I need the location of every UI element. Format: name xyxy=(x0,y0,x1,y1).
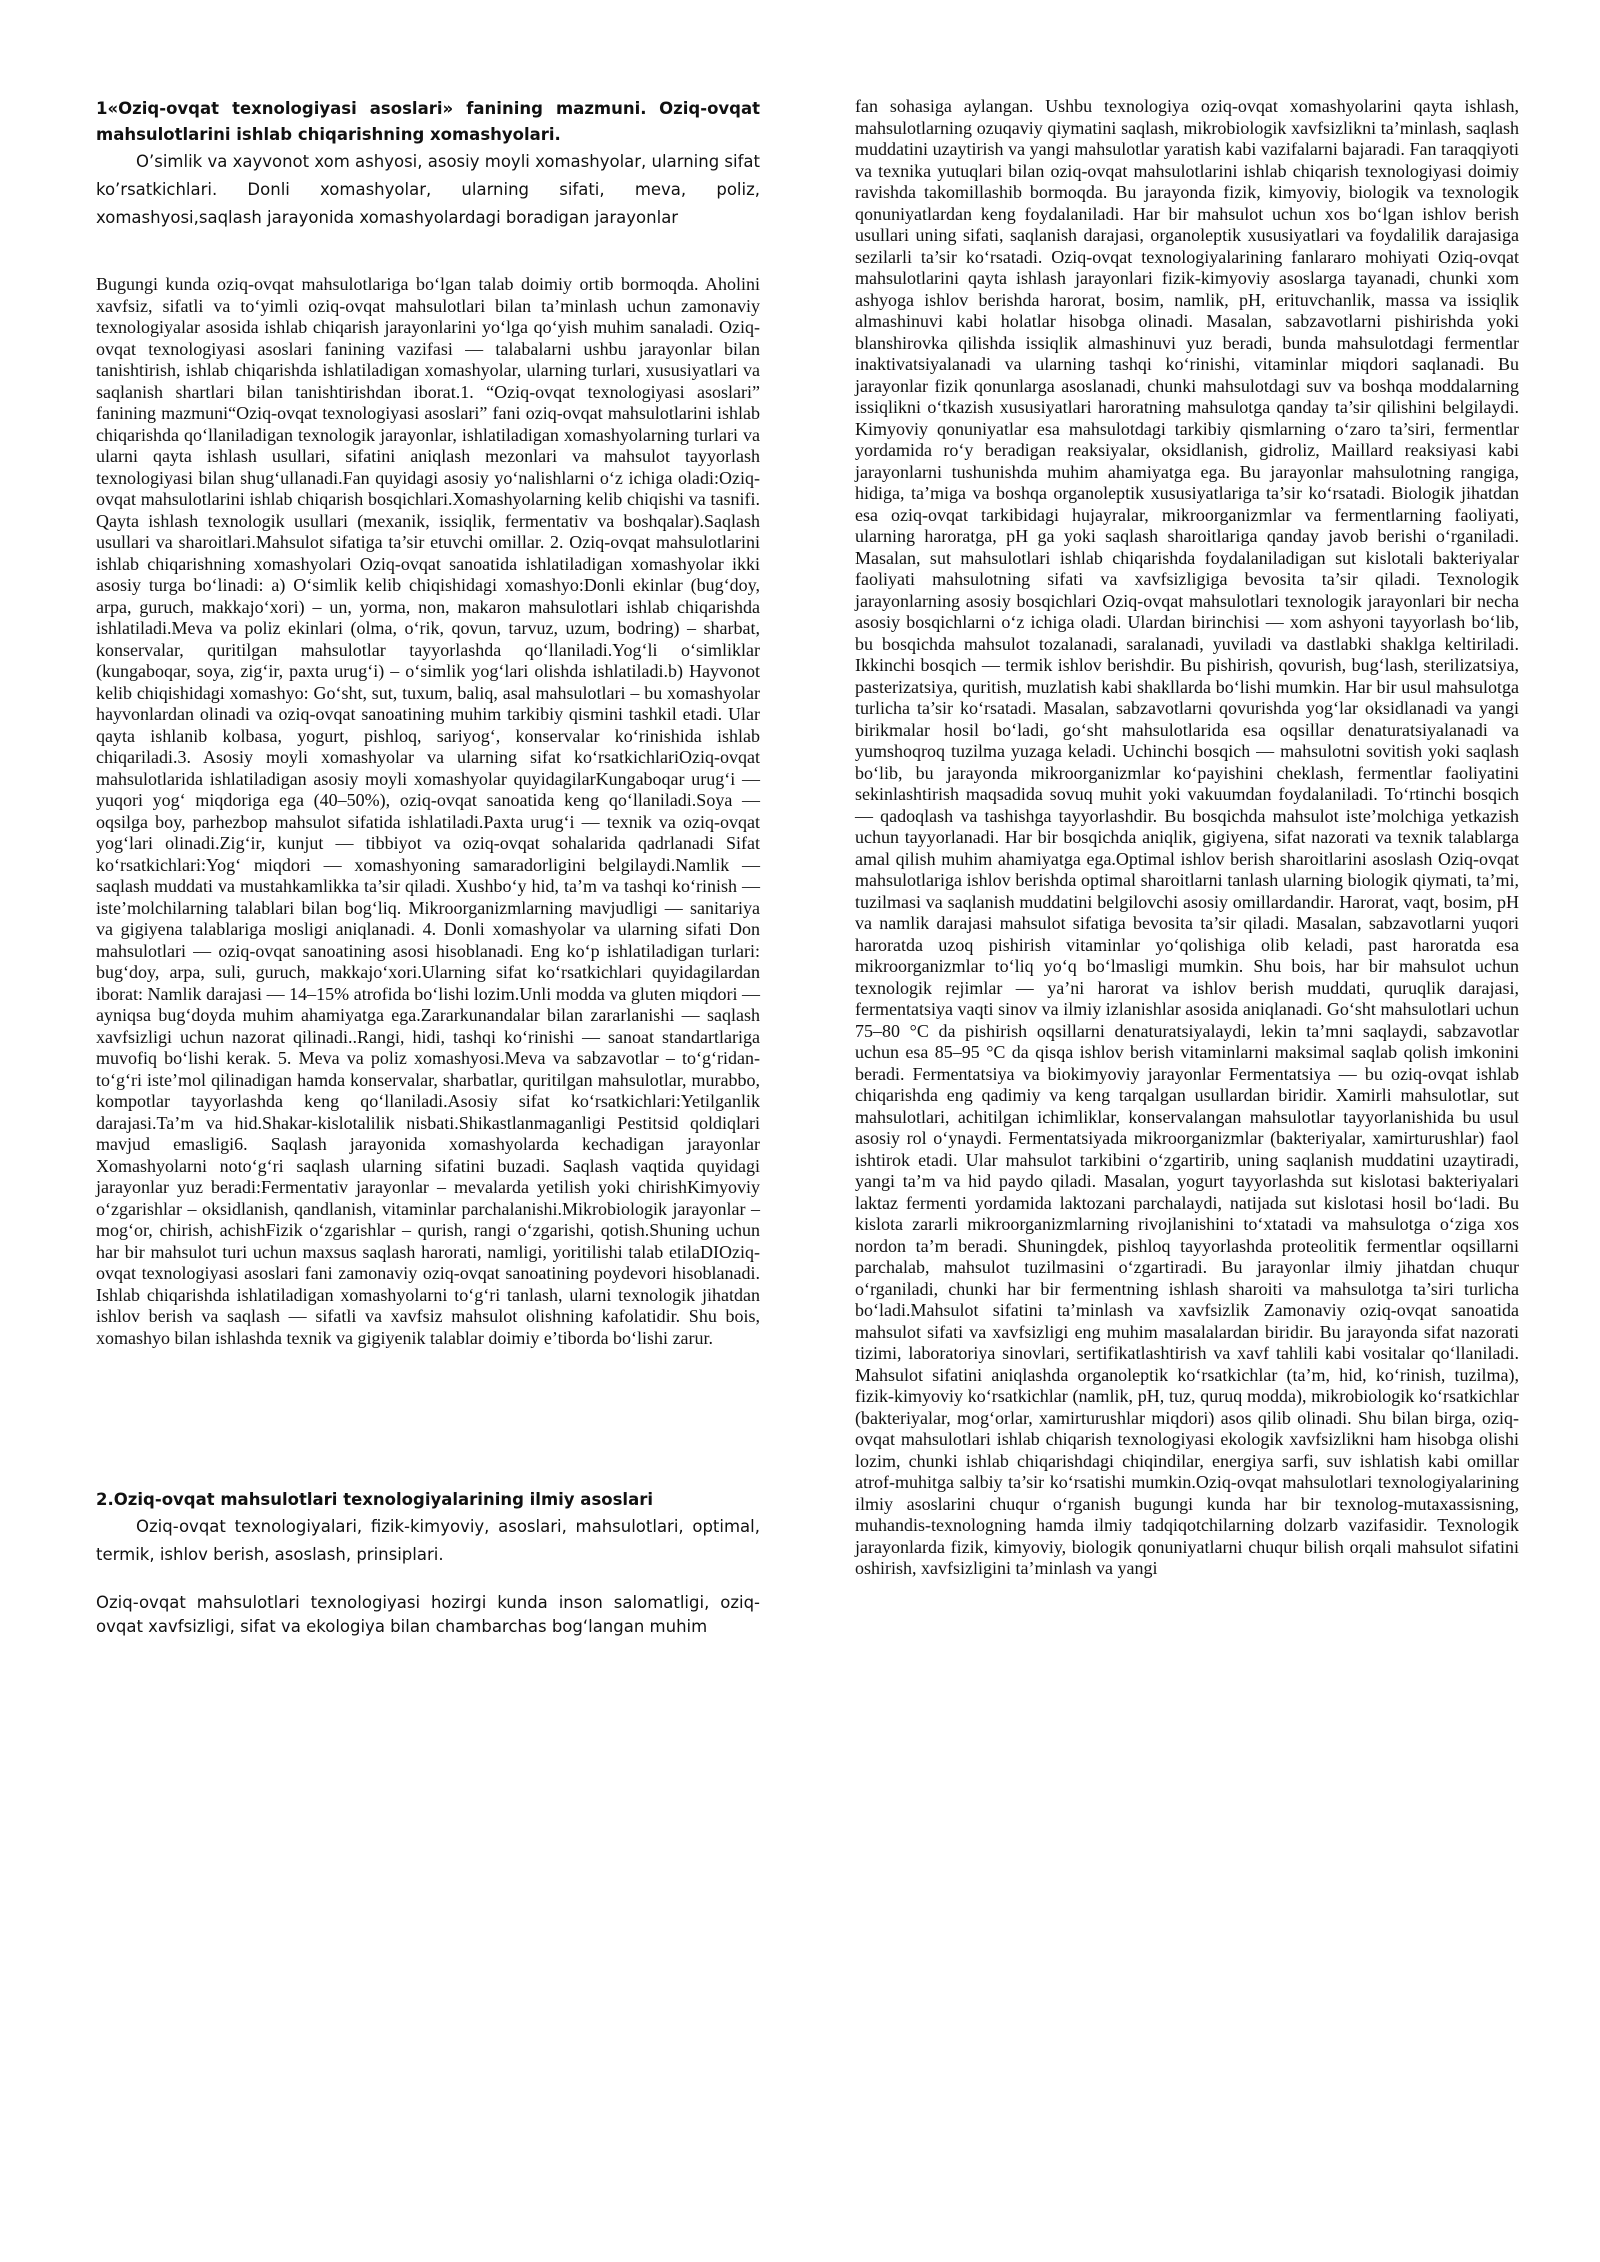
right-column xyxy=(855,96,1519,1580)
section1-title xyxy=(96,96,760,148)
left-column xyxy=(96,96,760,1639)
section1-keywords: O’simlik va xayvonot xom ashyosi, asosiy moyli xomashyolar, ularning sifat ko’rsatkichlari. Donli xomashyolar, ularning sifati, meva, poliz, xomashyosi,saqlash jarayonida xomashyolardagi boradigan jarayonlar xyxy=(96,152,760,227)
section1-body: Bugungi kunda oziq-ovqat mahsulotlariga bo‘lgan talab doimiy ortib bormoqda. Aholini xavfsiz, sifatli va to‘yimli oziq-ovqat mahsulotlari bilan ta’minlash uchun zamonaviy texnologiyalar asosida ishlab chiqarish jarayonlarini yo‘lga qo‘yish muhim sanaladi. Oziq-ovqat texnologiyasi asoslari fanining vazifasi — talabalarni ushbu jarayonlar bilan tanishtirish, ishlab chiqarishda ishlatiladigan xomashyolar, ularning turlari, xususiyatlari va saqlanish shartlari bilan tanishtirishdan iborat.1. “Oziq-ovqat texnologiyasi asoslari” fanining mazmuni“Oziq-ovqat texnologiyasi asoslari” fani oziq-ovqat mahsulotlarini ishlab chiqarishda qo‘llaniladigan texnologik jarayonlar, ishlatiladigan xomashyolarning turlari va ularni qayta ishlash usullari, sifatini aniqlash mezonlari va mahsulot tayyorlash texnologiyasi bilan shug‘ullanadi.Fan quyidagi asosiy yo‘nalishlarni o‘z ichiga oladi:Oziq-ovqat mahsulotlarini ishlab chiqarish bosqichlari.Xomashyolarning kelib chiqishi va tasnifi. Qayta ishlash texnologik usullari (mexanik, issiqlik, fermentativ va boshqalar).Saqlash usullari va sharoitlari.Mahsulot sifatiga ta’sir etuvchi omillar. 2. Oziq-ovqat mahsulotlarini ishlab chiqarishning xomashyolari Oziq-ovqat sanoatida ishlatiladigan xomashyolar ikki asosiy turga bo‘linadi: a) O‘simlik kelib chiqishidagi xomashyo:Donli ekinlar (bug‘doy, arpa, guruch, makkajo‘xori) – un, yorma, non, makaron mahsulotlari ishlab chiqarishda ishlatiladi.Meva va poliz ekinlari (olma, o‘rik, qovun, tarvuz, uzum, bodring) – sharbat, konservalar, quritilgan mahsulotlar tayyorlashda qo‘llaniladi.Yog‘li o‘simliklar (kungaboqar, soya, zig‘ir, paxta urug‘i) – o‘simlik yog‘lari olishda ishlatiladi.b) Hayvonot kelib chiqishidagi xomashyo: Go‘sht, sut, tuxum, baliq, asal mahsulotlari – bu xomashyolar hayvonlardan olinadi va oziq-ovqat sanoatining muhim tarkibiy qismini tashkil etadi. Ular qayta ishlanib kolbasa, yogurt, pishloq, sariyog‘, konservalar ko‘rinishida ishlab chiqariladi.3. Asosiy moyli xomashyolar va ularning sifat ko‘rsatkichlariOziq-ovqat mahsulotlarida ishlatiladigan asosiy moyli xomashyolar quyidagilarKungaboqar urug‘i — yuqori yog‘ miqdoriga ega (40–50%), oziq-ovqat sanoatida keng qo‘llaniladi.Soya — oqsilga boy, parhezbop mahsulot sifatida ishlatiladi.Paxta urug‘i — texnik va oziq-ovqat yog‘lari olinadi.Zig‘ir, kunjut — tibbiyot va oziq-ovqat sohalarida qadrlanadi Sifat ko‘rsatkichlari:Yog‘ miqdori — xomashyoning samaradorligini belgilaydi.Namlik — saqlash muddati va mustahkamlikka ta’sir qiladi. Xushbo‘y hid, ta’m va tashqi ko‘rinish — iste’molchilarning talablari bilan bog‘liq. Mikroorganizmlarning mavjudligi — sanitariya va gigiyena talablariga mosligi aniqlanadi. 4. Donli xomashyolar va ularning sifati Don mahsulotlari — oziq-ovqat sanoatining asosi hisoblanadi. Eng ko‘p ishlatiladigan turlari: bug‘doy, arpa, suli, guruch, makkajo‘xori.Ularning sifat ko‘rsatkichlari quyidagilardan iborat: Namlik darajasi — 14–15% atrofida bo‘lishi lozim.Unli modda va gluten miqdori — ayniqsa bug‘doyda muhim ahamiyatga ega.Zararkunandalar bilan zararlanishi — saqlash xavfsizligi uchun nazorat qilinadi..Rangi, hidi, tashqi ko‘rinishi — sanoat standartlariga muvofiq bo‘lishi kerak. 5. Meva va poliz xomashyosi.Meva va sabzavotlar – to‘g‘ridan-to‘g‘ri iste’mol qilinadigan hamda konservalar, sharbatlar, quritilgan mahsulotlar, murabbo, kompotlar tayyorlashda keng qo‘llaniladi.Asosiy sifat ko‘rsatkichlari:Yetilganlik darajasi.Ta’m va hid.Shakar-kislotalilik nisbati.Shikastlanmaganligi Pestitsid qoldiqlari mavjud emasligi6. Saqlash jarayonida xomashyolarda kechadigan jarayonlar Xomashyolarni noto‘g‘ri saqlash ularning sifatini buzadi. Saqlash vaqtida quyidagi jarayonlar yuz beradi:Fermentativ jarayonlar – mevalarda yetilish yoki chirishKimyoviy o‘zgarishlar – oksidlanish, qandlanish, vitaminlar parchalanishi.Mikrobiologik jarayonlar – mog‘or, chirish, achishFizik o‘zgarishlar – qurish, rangi o‘zgarishi, qotish.Shuning uchun har bir mahsulot turi uchun maxsus saqlash harorati, namligi, yoritilishi talab etilaDIOziq-ovqat texnologiyasi asoslari fani zamonaviy oziq-ovqat sanoatining poydevori hisoblanadi. Ishlab chiqarishda ishlatiladigan xomashyolarni to‘g‘ri tanlash, ularni texnologik jihatdan ishlov berish va saqlash — sifatli va xavfsiz mahsulot olishning kafolatidir. Shu bois, xomashyo bilan ishlashda texnik va gigiyenik talablar doimiy e’tiborda bo‘lishi zarur. xyxy=(96,274,760,1348)
section1-title-part2: Oziq-ovqat mahsulotlarini ishlab chiqarishning xomashyolari. xyxy=(96,99,761,144)
section2-intro: Oziq-ovqat mahsulotlari texnologiyasi hozirgi kunda inson salomatligi, oziq-ovqat xavfsizligi, sifat va ekologiya bilan chambarchas bog‘langan muhim xyxy=(96,1593,760,1636)
section1-title-part1: 1«Oziq-ovqat texnologiyasi asoslari» fanining mazmuni. xyxy=(96,99,647,118)
section2-continuation: fan sohasiga aylangan. Ushbu texnologiya oziq-ovqat xomashyolarini qayta ishlash, mahsulotlarning ozuqaviy qiymatini saqlash, mikrobiologik xavfsizlikni ta’minlash, saqlash muddatini uzaytirish va yangi mahsulotlar yaratish kabi vazifalarni bajaradi. Fan taraqqiyoti va texnika yutuqlari bilan oziq-ovqat mahsulotlarini ishlab chiqarish texnologiyasi doimiy ravishda takomillashib bormoqda. Bu jarayonda fizik, kimyoviy, biologik va texnologik qonuniyatlardan keng foydalaniladi. Har bir mahsulot uchun xos bo‘lgan ishlov berish usullari uning sifati, saqlanish darajasi, organoleptik xususiyatlari va foydalilik darajasiga sezilarli ta’sir ko‘rsatadi. Oziq-ovqat texnologiyalarining fanlararo mohiyati Oziq-ovqat mahsulotlarini qayta ishlash jarayonlari fizik-kimyoviy asoslarga tayanadi, chunki xom ashyoga ishlov berishda harorat, bosim, namlik, pH, erituvchanlik, massa va issiqlik almashinuvi kabi holatlar hisobga olinadi. Masalan, sabzavotlarni pishirishda yoki blanshirovka qilishda issiqlik almashinuvi yuz beradi, bunda mahsulotdagi fermentlar inaktivatsiyalanadi va ularning tashqi ko‘rinishi, vitaminlar miqdori saqlanadi. Bu jarayonlar fizik qonunlarga asoslanadi, chunki mahsulotdagi suv va boshqa moddalarning issiqlikni o‘tkazish xususiyatlari haroratning mahsulotga qanday ta’sir qilishini belgilaydi. Kimyoviy qonuniyatlar esa mahsulotdagi tarkibiy qismlarning o‘zaro ta’siri, fermentlar yordamida ro‘y beradigan reaksiyalar, oksidlanish, gidroliz, Maillard reaksiyasi kabi jarayonlarni tushunishda muhim ahamiyatga ega. Bu jarayonlar mahsulotning rangiga, hidiga, ta’miga va boshqa organoleptik xususiyatlariga ta’sir ko‘rsatadi. Biologik jihatdan esa oziq-ovqat tarkibidagi hujayralar, mikroorganizmlar va fermentlarning faoliyati, ularning haroratga, pH ga yoki saqlash sharoitlariga qanday javob berishi o‘rganiladi. Masalan, sut mahsulotlari ishlab chiqarishda foydalaniladigan sut kislotali bakteriyalar faoliyati mahsulotning sifati va xavfsizligiga bevosita ta’sir qiladi. Texnologik jarayonlarning asosiy bosqichlari Oziq-ovqat mahsulotlari texnologik jarayonlari bir necha asosiy bosqichlarni o‘z ichiga oladi. Ulardan birinchisi — xom ashyoni tayyorlash bo‘lib, bu bosqichda mahsulot tozalanadi, saralanadi, yuviladi va dastlabki shaklga keltiriladi. Ikkinchi bosqich — termik ishlov berishdir. Bu pishirish, qovurish, bug‘lash, sterilizatsiya, pasterizatsiya, quritish, muzlatish kabi shakllarda bo‘lishi mumkin. Har bir usul mahsulotga turlicha ta’sir ko‘rsatadi. Masalan, sabzavotlarni qovurishda yog‘lar oksidlanadi va yangi birikmalar hosil bo‘ladi, go‘sht mahsulotlarida esa oqsillar denaturatsiyalanadi va yumshoqroq tuzilma yuzaga keladi. Uchinchi bosqich — mahsulotni sovitish yoki saqlash bo‘lib, bu jarayonda mikroorganizmlar ko‘payishini cheklash, fermentlar faoliyatini sekinlashtirish maqsadida sovuq muhit yoki vakuumdan foydalaniladi. To‘rtinchi bosqich — qadoqlash va tashishga tayyorlashdir. Bu bosqichda mahsulot iste’molchiga yetkazish uchun tayyorlanadi. Har bir bosqichda aniqlik, gigiyena, sifat nazorati va texnik talablarga amal qilish muhim ahamiyatga ega.Optimal ishlov berish sharoitlarini asoslash Oziq-ovqat mahsulotlariga ishlov berishda optimal sharoitlarni tanlash ularning biologik qiymati, ta’mi, tuzilmasi va saqlanish muddatini belgilovchi asosiy omillardandir. Harorat, vaqt, bosim, pH va namlik darajasi mahsulot sifatiga bevosita ta’sir qiladi. Masalan, sabzavotlarni yuqori haroratda uzoq pishirish vitaminlar yo‘qolishiga olib keladi, past haroratda esa mikroorganizmlar to‘liq yo‘q bo‘lmasligi mumkin. Shu bois, har bir mahsulot uchun texnologik rejimlar — ya’ni harorat va ishlov berish muddati, quruqlik darajasi, fermentatsiya vaqti sinov va ilmiy izlanishlar asosida aniqlanadi. Go‘sht mahsulotlari uchun 75–80 °C da pishirish oqsillarni denaturatsiyalaydi, lekin ta’mni saqlaydi, sabzavotlar uchun esa 85–95 °C da qisqa ishlov berish vitaminlarni maksimal saqlab qolish imkonini beradi. Fermentatsiya va biokimyoviy jarayonlar Fermentatsiya — bu oziq-ovqat ishlab chiqarishda eng qadimiy va keng tarqalgan usullardan biridir. Xamirli mahsulotlar, sut mahsulotlari, achitilgan ichimliklar, konservalangan mahsulotlar tayyorlanishida bu usul asosiy rol o‘ynaydi. Fermentatsiyada mikroorganizmlar (bakteriyalar, xamirturushlar) faol ishtirok etadi. Ular mahsulot tarkibini o‘zgartirib, uning saqlanish muddatini uzaytiradi, yangi ta’m va hid paydo qiladi. Masalan, yogurt tayyorlashda sut kislotasi bakteriyalari laktaz fermenti yordamida laktozani parchalaydi, natijada sut kislotasi hosil bo‘ladi. Bu kislota zararli mikroorganizmlarning rivojlanishini to‘xtatadi va mahsulotga o‘ziga xos nordon ta’m beradi. Shuningdek, pishloq tayyorlashda proteolitik fermentlar oqsillarni parchalab, mahsulot tuzilmasini o‘zgartiradi. Bu jarayonlar ilmiy jihatdan chuqur o‘rganiladi, chunki har bir fermentning ishlash sharoiti va mahsulotga ta’siri turlicha bo‘ladi.Mahsulot sifatini ta’minlash va xavfsizlik Zamonaviy oziq-ovqat sanoatida mahsulot sifati va xavfsizligi eng muhim masalalardan biridir. Bu jarayonda sifat nazorati tizimi, laboratoriya sinovlari, sertifikatlashtirish va xavf tahlili kabi vositalar qo‘llaniladi. Mahsulot sifatini aniqlashda organoleptik ko‘rsatkichlar (ta’m, hid, ko‘rinish, tuzilma), fizik-kimyoviy ko‘rsatkichlar (namlik, pH, tuz, quruq modda), mikrobiologik ko‘rsatkichlar (bakteriyalar, mog‘orlar, xamirturushlar miqdori) asos qilib olinadi. Shu bilan birga, oziq-ovqat mahsulotlari ishlab chiqarish texnologiyasi ekologik xavfsizlikni ham hisobga olishi lozim, chunki ishlab chiqarishdagi chiqindilar, energiya sarfi, suv ishlatish kabi omillar atrof-muhitga salbiy ta’sir ko‘rsatishi mumkin.Oziq-ovqat mahsulotlari texnologiyalarining ilmiy asoslarini chuqur o‘rganish bugungi kunda har bir texnolog-mutaxassisning, muhandis-texnologning hamda ilmiy tadqiqotchilarning dolzarb vazifasidir. Texnologik jarayonlarda fizik, kimyoviy, biologik qonuniyatlarni chuqur bilish orqali mahsulot sifatini oshirish, xavfsizligini ta’minlash va yangi xyxy=(855,96,1519,1578)
section2-keywords: Oziq-ovqat texnologiyalari, fizik-kimyoviy, asoslari, mahsulotlari, optimal, termik, ishlov berish, asoslash, prinsiplari. xyxy=(96,1517,760,1564)
section2-title: 2.Oziq-ovqat mahsulotlari texnologiyalarining ilmiy asoslari xyxy=(96,1490,654,1509)
